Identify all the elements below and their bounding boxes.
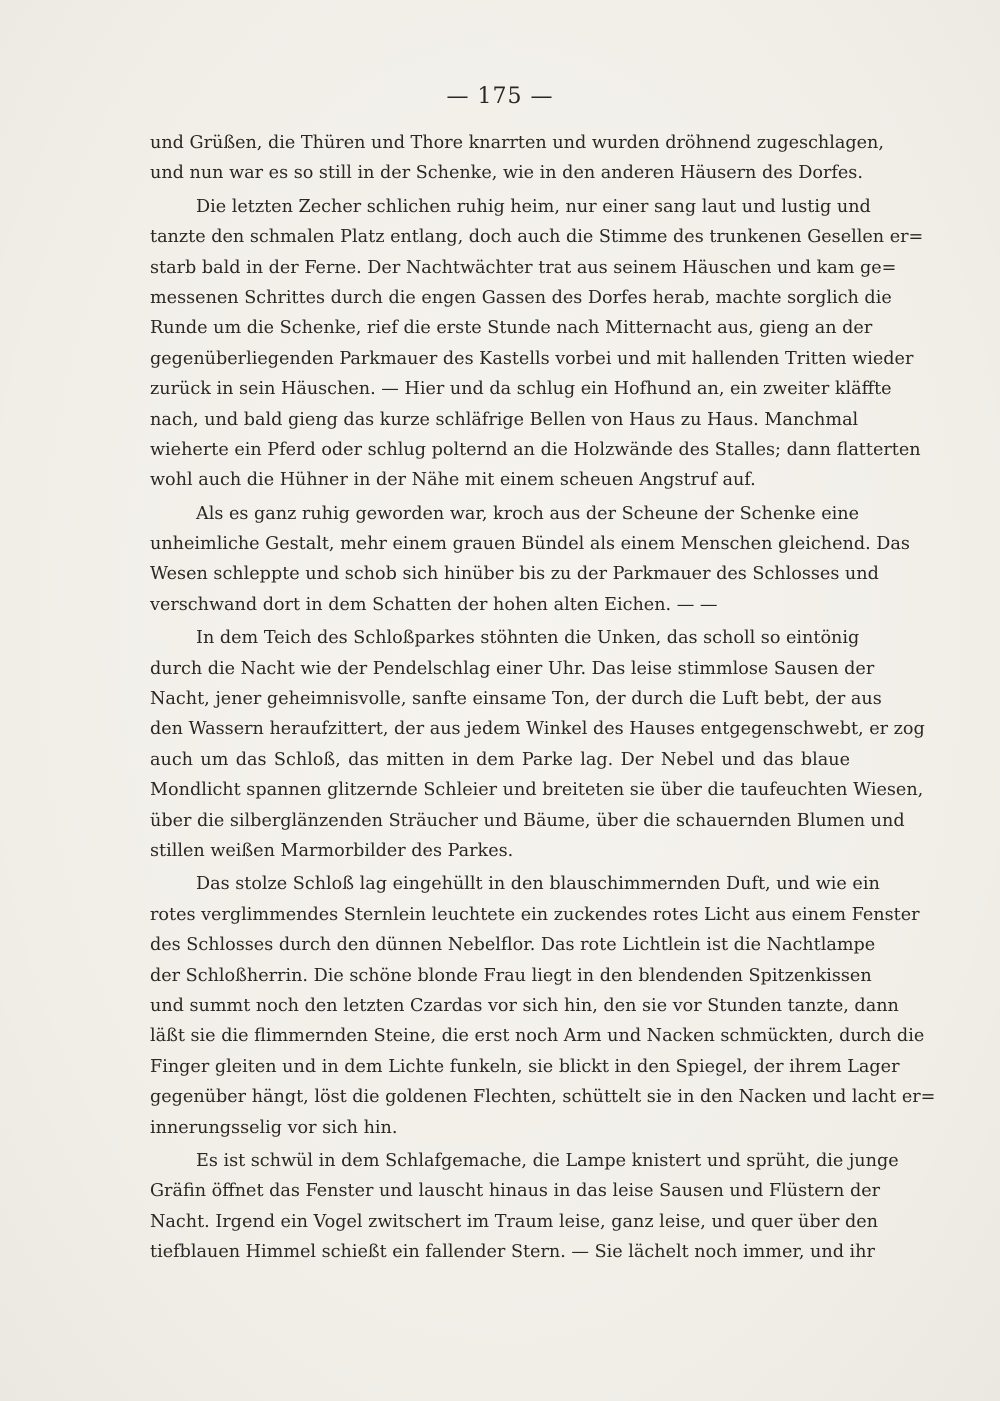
text-line: In dem Teich des Schloßparkes stöhnten die Unken, das scholl so eintönig	[196, 628, 860, 649]
text-line: den Wassern heraufzittert, der aus jedem Winkel des Hauses entgegenschwebt, er zog	[150, 719, 925, 740]
text-line: nach, und bald gieng das kurze schläfrige Bellen von Haus zu Haus. Manchmal	[150, 409, 859, 430]
paragraph	[150, 128, 884, 189]
text-line: der Schloßherrin. Die schöne blonde Frau liegt in den blendenden Spitzenkissen	[150, 965, 872, 986]
text-line: gegenüber hängt, löst die goldenen Flechten, schüttelt sie in den Nacken und lacht er=	[150, 1087, 936, 1108]
page-number: — 175 —	[446, 84, 554, 109]
text-line: Das stolze Schloß lag eingehüllt in den blauschimmernden Duft, und wie ein	[196, 874, 880, 895]
text-line: Nacht. Irgend ein Vogel zwitschert im Traum leise, ganz leise, und quer über den	[150, 1211, 879, 1232]
paragraph	[150, 623, 925, 866]
text-line: Gräfin öffnet das Fenster und lauscht hinaus in das leise Sausen und Flüstern der	[150, 1181, 881, 1202]
text-line: wieherte ein Pferd oder schlug polternd an die Holzwände des Stalles; dann flatterten	[150, 439, 921, 460]
text-line: stillen weißen Marmorbilder des Parkes.	[150, 840, 514, 861]
paragraph	[150, 1146, 899, 1268]
text-line: messenen Schrittes durch die engen Gassen des Dorfes herab, machte sorglich die	[150, 287, 892, 308]
text-line: Finger gleiten und in dem Lichte funkeln, sie blickt in den Spiegel, der ihrem Lager	[150, 1056, 900, 1077]
text-line: rotes verglimmendes Sternlein leuchtete ein zuckendes rotes Licht aus einem Fenster	[150, 904, 920, 925]
text-line: Runde um die Schenke, rief die erste Stunde nach Mitternacht aus, gieng an der	[150, 318, 873, 339]
text-line: über die silberglänzenden Sträucher und Bäume, über die schauernden Blumen und	[150, 810, 905, 831]
text-line: starb bald in der Ferne. Der Nachtwächter trat aus seinem Häuschen und kam ge=	[150, 257, 897, 278]
text-line: und summt noch den letzten Czardas vor sich hin, den sie vor Stunden tanzte, dann	[150, 995, 899, 1016]
text-line: des Schlosses durch den dünnen Nebelflor. Das rote Lichtlein ist die Nachtlampe	[150, 935, 876, 956]
text-line: verschwand dort in dem Schatten der hohen alten Eichen. — —	[150, 594, 718, 615]
text-line: Es ist schwül in dem Schlafgemache, die Lampe knistert und sprüht, die junge	[196, 1150, 899, 1171]
text-line: läßt sie die flimmernden Steine, die erst noch Arm und Nacken schmückten, durch die	[150, 1026, 925, 1047]
text-line: gegenüberliegenden Parkmauer des Kastells vorbei und mit hallenden Tritten wieder	[150, 348, 914, 369]
text-line: unheimliche Gestalt, mehr einem grauen Bündel als einem Menschen gleichend. Das	[150, 534, 910, 555]
text-line: tiefblauen Himmel schießt ein fallender Stern. — Sie lächelt noch immer, und ihr	[150, 1242, 875, 1263]
text-line: und Grüßen, die Thüren und Thore knarrten und wurden dröhnend zugeschlagen,	[150, 133, 884, 153]
text-line: zurück in sein Häuschen. — Hier und da schlug ein Hofhund an, ein zweiter kläffte	[150, 379, 892, 400]
text-line: wohl auch die Hühner in der Nähe mit einem scheuen Angstruf auf.	[150, 470, 756, 491]
text-line: Mondlicht spannen glitzernde Schleier und breiteten sie über die taufeuchten Wiesen,	[150, 780, 924, 801]
text-line: durch die Nacht wie der Pendelschlag einer Uhr. Das leise stimmlose Sausen der	[150, 658, 875, 679]
text-line: innerungsselig vor sich hin.	[150, 1117, 398, 1138]
text-line: Wesen schleppte und schob sich hinüber bis zu der Parkmauer des Schlosses und	[150, 564, 879, 585]
body-text	[150, 128, 936, 1267]
paragraph	[150, 192, 924, 496]
paragraph	[150, 499, 910, 621]
text-line: und nun war es so still in der Schenke, wie in den anderen Häusern des Dorfes.	[150, 163, 863, 184]
text-line: Als es ganz ruhig geworden war, kroch aus der Scheune der Schenke eine	[196, 503, 860, 524]
text-line: Nacht, jener geheimnisvolle, sanfte einsame Ton, der durch die Luft bebt, der aus	[150, 689, 882, 710]
text-line: tanzte den schmalen Platz entlang, doch auch die Stimme des trunkenen Gesellen er=	[150, 227, 924, 248]
paragraph	[150, 869, 936, 1143]
text-line: Die letzten Zecher schlichen ruhig heim, nur einer sang laut und lustig und	[196, 196, 871, 217]
text-line: auch um das Schloß, das mitten in dem Parke lag. Der Nebel und das blaue	[150, 749, 850, 770]
